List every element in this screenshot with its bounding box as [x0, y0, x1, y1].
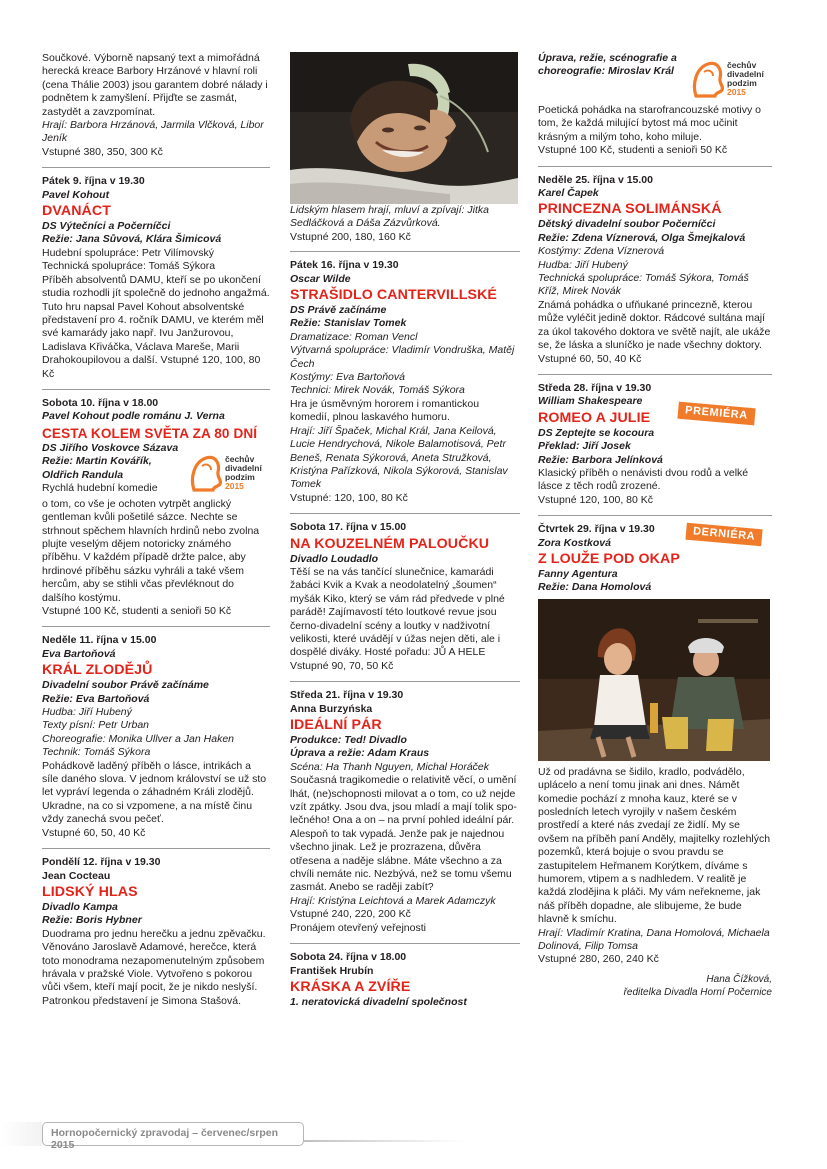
event-price: Vstupné 60, 50, 40 Kč: [42, 826, 146, 839]
stage-photo: [538, 599, 770, 761]
event-body: Součkové. Výborně napsaný text a mimořádná herecká kreace Barbory Hrzánové v hlavní roli (cena Thálie 2003) jsou garantem dobré nálady i podnětem k zamyšlení. Přijďte se zasmát, zastydět a zavzpomínat.: [42, 52, 268, 118]
event-director: Režie: Zdena Víznerová, Olga Šmejkalová: [538, 231, 746, 244]
photo-caption: Lidským hlasem hrají, mluví a zpívají: Jitka Sedláčková a Dáša Zázvůrková.: [290, 204, 489, 230]
event-title: DVANÁCT: [42, 203, 112, 220]
event-author: Pavel Kohout podle románu J. Verna: [42, 410, 225, 423]
event-credits: Scéna: Ha Thanh Nguyen, Michal Horáček: [290, 760, 490, 773]
event-company: Fanny Agentura: [538, 567, 618, 580]
event-date: Sobota 17. října v 15.00: [290, 521, 407, 534]
event-credits: Hudební spolupráce: Petr Vilímovský Technická spolupráce: Tomáš Sýkora: [42, 246, 216, 273]
event-title: KRÁL ZLODĚJŮ: [42, 662, 153, 679]
event-price: Vstupné 380, 350, 300 Kč: [42, 145, 163, 158]
event-title: IDEÁLNÍ PÁR: [290, 717, 382, 733]
event-body: Už od pradávna se šidilo, kradlo, podvádělo, uplácelo a není tomu jinak ani dnes. Námět komedie pochází z mnoha kauz, které se v posledních letech vyrojily v našem českém prostředí a které nás zvedají ze židlí. My se ovšem na příběh paní Anděly, majitelky rozlehlých pozemků, která bojuje o svou pravdu se zastupitelem Heřmanem Korýtkem, díváme s humorem, vtipem a s nadhledem. V realitě je každá zlodějina k pláči. My vám neřekneme, jak náš příběh dopadne, ale slibujeme, že bude hlavně k smíchu.: [538, 765, 771, 926]
event-price: Vstupné 120, 100, 80 Kč: [538, 493, 654, 506]
logo-line2: divadelní: [727, 69, 764, 79]
event-director: Režie: Jana Sůvová, Klára Šimicová: [42, 233, 222, 246]
event-date: Pátek 16. října v 19.30: [290, 259, 399, 272]
event-credits: Hudba: Jiří Hubený Texty písní: Petr Urban Choreografie: Monika Ullver a Jan Haken Technik: Tomáš Sýkora: [42, 706, 235, 759]
event-director: Režie: Stanislav Tomek: [290, 317, 407, 330]
event-kraska: [290, 943, 520, 1009]
event-body: Známá pohádka o ufňukané princezně, kterou může vyléčit jedině doktor. Rádcové sultána mají za úkol takového doktora ve světě najít, ale ukáže se, že láska a sluníčko je nade všechny doktory.: [538, 298, 771, 352]
credits-block: [538, 52, 690, 79]
logo-year: 2015: [727, 87, 746, 97]
event-title: STRAŠIDLO CANTERVILLSKÉ: [290, 287, 497, 304]
event-company: Divadlo Loudadlo: [290, 552, 379, 565]
event-body: Těší se na vás tančící slunečnice, kamarádi žabáci Kvik a Kvak a neodolatelný „šoumen“ myšák Kiko, který se vám rád předvede v plné parádě! Zajímavostí této loutkové revue jsou černo-divadelní scény a loutky v nadživotní velikosti, které uvádějí v úžas nejen děti, ale i dospělé diváky. Hosté pořadu: JŮ A HELE: [290, 565, 505, 659]
event-director: Režie: Eva Bartoňová: [42, 692, 150, 705]
event-author: František Hrubín: [290, 964, 374, 977]
event-intro: [42, 52, 270, 159]
credits-with-logo: [42, 442, 270, 498]
event-photo-lidsky-hlas: [290, 52, 520, 244]
event-price: Vstupné 100 Kč, studenti a senioři 50 Kč: [538, 144, 728, 157]
event-company: Produkce: Ted! Divadlo: [290, 734, 407, 746]
event-director: Režie: Dana Homolová: [538, 581, 652, 594]
event-note: Pronájem otevřený veřejnosti: [290, 921, 426, 934]
event-company: Divadelní soubor Právě začínáme: [42, 679, 209, 692]
event-kraska-continued: [538, 52, 772, 158]
event-credits: Kostýmy: Zdena Víznerová Hudba: Jiří Hubený Technická spolupráce: Tomáš Sýkora, Tomáš Kříž, Mirek Novák: [538, 245, 749, 298]
event-company: DS Právě začínáme: [290, 304, 387, 317]
event-date: Neděle 25. října v 15.00: [538, 173, 653, 186]
event-price: Vstupné 280, 260, 240 Kč: [538, 953, 659, 966]
event-author: Zora Kostková: [538, 536, 611, 549]
event-date: Sobota 24. října v 18.00: [290, 951, 407, 964]
footer-rule: [304, 1140, 464, 1142]
event-cast: Hrají: Kristýna Leichtová a Marek Adamczyk: [290, 894, 496, 907]
event-price: Vstupné 240, 220, 200 Kč: [290, 908, 411, 921]
event-idealni-par: [290, 681, 520, 935]
event-body: Duodrama pro jednu herečku a jednu zpěvačku. Věnováno Jaroslavě Adamové, herečce, která toto monodrama nezapomenutelným způsobem hrávala v pražské Viole. Vytvořeno s pokorou vůči všem, kteří mají pocit, že je nikdo neslyší. Patronkou představení je Simona Stašová.: [42, 927, 266, 1007]
event-cast: Hrají: Jiří Špaček, Michal Král, Jana Keilová, Lucie Hendrychová, Nikole Balamotisová, Petr Beneš, Renata Sýkorová, Aneta Stružková, Kristýna Pařízková, Nikola Sýkorová, Stanislav Tomek: [290, 424, 508, 491]
logo-line1: čechův: [225, 453, 255, 464]
festival-logo: [690, 56, 772, 104]
event-director: Úprava a režie: Adam Kraus: [290, 747, 430, 760]
event-price: Vstupné 60, 50, 40 Kč: [538, 352, 642, 365]
event-director: Úprava, režie, scénografie a choreografie: Miroslav Král: [538, 52, 677, 78]
event-company: DS Výtečníci a Počerníčci: [42, 220, 171, 233]
event-date: Čtvrtek 29. října v 19.30: [538, 523, 655, 536]
event-kral: [42, 626, 270, 840]
event-title: PRINCEZNA SOLIMÁNSKÁ: [538, 201, 722, 218]
event-price: Vstupné 90, 70, 50 Kč: [290, 659, 394, 672]
event-title: KRÁSKA A ZVÍŘE: [290, 978, 411, 995]
event-body: Hra je úsměvným hororem i romantickou komedií, plnou laskavého humoru.: [290, 397, 480, 424]
event-body: Poetická pohádka na starofrancouzské motivy o tom, že každá milující bytost má moc učinit krásným a milým toho, koho miluje.: [538, 104, 761, 143]
event-author: Jean Cocteau: [42, 869, 111, 882]
event-date: Středa 28. října v 19.30: [538, 381, 652, 394]
credits-block: [42, 442, 188, 496]
event-company: DS Jiřího Voskovce Sázava: [42, 441, 179, 454]
event-translator: Překlad: Jiří Josek: [538, 440, 631, 453]
logo-year: 2015: [225, 480, 244, 491]
event-strasidlo: [290, 251, 520, 505]
logo-line3: podzim: [225, 471, 255, 482]
event-romeo: [538, 374, 772, 507]
event-director: Režie: Boris Hybner: [42, 914, 142, 927]
logo-line1: čechův: [727, 60, 757, 70]
actress-photo: [290, 52, 518, 204]
event-date: Středa 21. října v 19.30: [290, 689, 404, 702]
event-author: Anna Burzyńska: [290, 702, 373, 715]
event-author: William Shakespeare: [538, 395, 643, 408]
event-author: Karel Čapek: [538, 187, 599, 200]
event-body: Příběh absolventů DAMU, kteří se po ukončení studia rozhodli jít společně do jednoho angažmá. Tuto hru napsal Pavel Kohout absolventské představení pro 4. ročník DAMU, ve kterém měl své kamarády jako např. Ivu Janžurovou, Ladislava Křiváčka, Václava Mareše, Marii Drahokoupilovou a další. Vstupné 120, 100, 80 Kč: [42, 273, 270, 380]
event-title: LIDSKÝ HLAS: [42, 883, 138, 900]
festival-logo: [188, 450, 270, 498]
logo-line2: divadelní: [225, 462, 262, 473]
event-title: Z LOUŽE POD OKAP: [538, 550, 680, 567]
premiere-badge: PREMIÉRA: [677, 402, 755, 426]
event-title: ROMEO A JULIE: [538, 409, 651, 426]
event-author: Oscar Wilde: [290, 272, 351, 285]
column-3: [538, 52, 772, 1007]
signature: Hana Čížková, ředitelka Divadla Horní Počernice: [623, 973, 772, 998]
event-body: Současná tragikomedie o relativitě věcí, o umění lhát, (ne)schopnosti milovat a o tom, co už nejde vzít zpátky. Jsou dva, jsou mladí a mají tolik společného! Ona a on – na první pohled ideální pár. Alespoň to tak vypadá. Jenže pak je najednou všechno jinak. Lež je prozrazena, důvěra otřesena a naděje slábne. Máte všechno a za chvíli nemáte nic. Nezbývá, než se tomu všemu zasmát. Anebo se raději zabít?: [290, 774, 517, 894]
event-title: CESTA KOLEM SVĚTA ZA 80 DNÍ: [42, 425, 258, 441]
event-company: Dětský divadelní soubor Počerníčci: [538, 218, 716, 231]
event-company: Divadlo Kampa: [42, 900, 118, 913]
event-company: 1. neratovická divadelní společnost: [290, 995, 467, 1008]
column-1: [42, 52, 270, 1016]
event-author: Eva Bartoňová: [42, 647, 116, 660]
event-body: o tom, co vše je ochoten vytrpět anglický gentleman kvůli pošetilé sázce. Nechte se strhnout spěchem hlavních hrdinů nebo zvolna plujte veselým dějem notoricky známého příběhu. V každém případě držte palce, aby hrdinové příběhu sázku vyhráli a také všem hercům, aby se stihli včas převléknout do dalšího kostýmu.: [42, 497, 260, 604]
column-2: [290, 52, 520, 1017]
event-body-first: Rychlá hudební komedie: [42, 481, 158, 494]
event-price: Vstupné 100 Kč, studenti a senioři 50 Kč: [42, 605, 232, 617]
event-company: DS Zeptejte se kocoura: [538, 426, 655, 439]
event-princezna: [538, 166, 772, 366]
event-date: Pondělí 12. října v 19.30: [42, 856, 161, 869]
event-date: Neděle 11. října v 15.00: [42, 634, 157, 647]
event-title: NA KOUZELNÉM PALOUČKU: [290, 535, 490, 552]
event-credits: Dramatizace: Roman Vencl Výtvarná spolupráce: Vladimír Vondruška, Matěj Čech Kostýmy: Eva Bartoňová Technici: Mirek Novák, Tomáš Sýkora: [290, 330, 515, 397]
event-kouzelnem: [290, 513, 520, 673]
event-cast: Hrají: Vladimír Kratina, Dana Homolová, Michaela Dolinová, Filip Tomsa: [538, 926, 770, 953]
event-date: Sobota 10. října v 18.00: [42, 396, 159, 409]
event-z-louze: [538, 515, 772, 999]
event-price: Vstupné: 120, 100, 80 Kč: [290, 491, 408, 504]
event-dvanact: [42, 167, 270, 381]
event-body: Pohádkově laděný příběh o lásce, intrikách a síle daného slova. V jednom království se už sto let vypráví legenda o záhadném Králi zlodějů. Ukradne, na co si vzpomene, a na místě činu vždy zanechá svou pečeť.: [42, 759, 267, 826]
event-director: Režie: Martin Kovářík, Oldřich Randula: [42, 455, 152, 481]
event-author: Pavel Kohout: [42, 188, 110, 201]
event-cesta: [42, 389, 270, 618]
event-director: Režie: Barbora Jelínková: [538, 453, 663, 466]
event-lidsky-hlas: [42, 848, 270, 1008]
event-date: Pátek 9. října v 19.30: [42, 175, 145, 188]
credits-with-logo: [538, 52, 772, 104]
event-cast: Hrají: Barbora Hrzánová, Jarmila Vlčková, Libor Jeník: [42, 119, 264, 145]
footer-label: Hornopočernický zpravodaj – červenec/srpen 2015: [42, 1122, 304, 1146]
logo-line3: podzim: [727, 78, 757, 88]
event-body: Klasický příběh o nenávisti dvou rodů a velké lásce z těch rodů zrozené.: [538, 466, 749, 493]
derniere-badge: DERNIÉRA: [685, 523, 762, 547]
footer-fade: [0, 1122, 42, 1146]
event-price: Vstupné 200, 180, 160 Kč: [290, 230, 411, 243]
